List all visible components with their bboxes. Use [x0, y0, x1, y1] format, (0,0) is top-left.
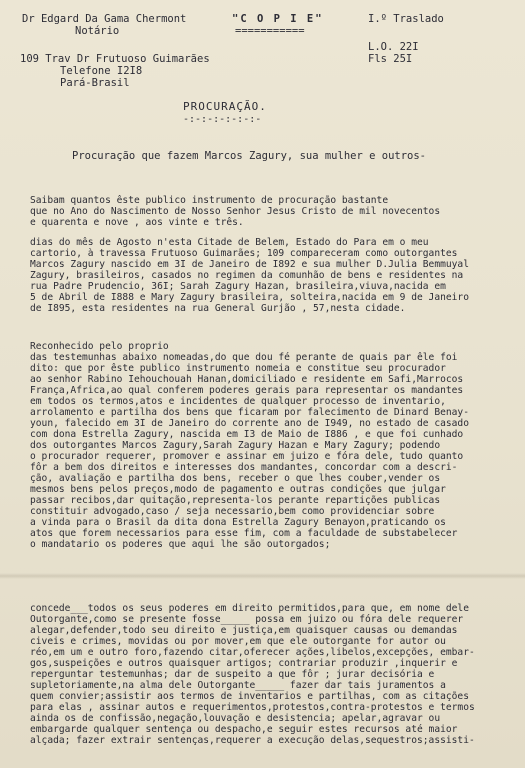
paragraph-3-line: dos outorgantes Marcos Zagury,Sarah Zagury Hazan e Mary Zagury; podendo: [30, 440, 441, 451]
paragraph-3-line: ao senhor Rabino Iehouchouah Hanan,domiciliado e residente em Safi,Marrocos: [30, 374, 464, 385]
paragraph-2-line: dias do mês de Agosto n'esta Citade de Belem, Estado do Para em o meu: [30, 237, 429, 248]
paragraph-3-line: mesmos bens pelos preços,modo de pagamento e outras condições que julgar: [30, 484, 446, 495]
paragraph-3-line: a vinda para o Brasil da dita dona Estrella Zagury Benayon,praticando os: [30, 517, 446, 528]
paragraph-4-line: réo,em um e outro foro,fazendo citar,oferecer ações,libelos,excepções, embar-: [30, 647, 475, 658]
document-subtitle: Procuração que fazem Marcos Zagury, sua mulher e outros-: [72, 150, 427, 162]
title-rule: -:-:-:-:-:-:-: [183, 114, 262, 125]
paragraph-1-line: que no Ano do Nascimento de Nosso Senhor Jesus Cristo de mil novecentos: [30, 206, 441, 217]
paragraph-2-line: Zagury, brasileiros, casados no regimen da comunhão de bens e residentes na: [30, 270, 464, 281]
paragraph-3-line: dito: que por êste publico instrumento nomeia e constitue seu procurador: [30, 363, 446, 374]
paragraph-4-line: alçada; fazer extrair sentenças,requerer a execução delas,sequestros;assisti-: [30, 735, 475, 746]
paragraph-4-line: concede___todos os seus poderes em direito permitidos,para que, em nome dele: [30, 603, 469, 614]
livro-number: L.O. 22I: [368, 41, 419, 53]
paragraph-4-line: para elas , assinar autos e requerimentos,protestos,contra-protestos e termos: [30, 702, 475, 713]
paragraph-4-line: civeis e crimes, movidas ou por mover,em que ele outorgante for autor ou: [30, 636, 446, 647]
paragraph-2-line: cartorio, à travessa Frutuoso Guimarães; 109 compareceram como outorgantes: [30, 248, 458, 259]
paragraph-3-line: Reconhecido pelo proprio: [30, 341, 169, 352]
copie-rule: ===========: [235, 25, 305, 37]
paragraph-4-line: reperguntar testemunhas; dar de suspeito a que fôr ; jurar decisória e: [30, 669, 435, 680]
paragraph-3-line: das testemunhas abaixo nomeadas,do que dou fé perante de quais par êle foi: [30, 352, 458, 363]
traslado-label: I.º Traslado: [368, 13, 444, 25]
paragraph-3-line: ção, avaliação e partilha dos bens, receber o que lhes couber,vender os: [30, 473, 441, 484]
paragraph-3-line: constituir advogado,caso / seja necessario,bem como providenciar sobre: [30, 506, 435, 517]
paragraph-2-line: rua Padre Prudencio, 36I; Sarah Zagury Hazan, brasileira,viuva,nacida em: [30, 281, 446, 292]
folha-number: Fls 25I: [368, 53, 413, 65]
paragraph-4-line: quem convier;assistir aos termos de inventarios e partilhas, com as citações: [30, 691, 469, 702]
paragraph-2-line: Marcos Zagury nascido em 3I de Janeiro de I892 e sua mulher D.Julia Bemmuyal: [30, 259, 469, 270]
paragraph-4-line: Outorgante,como se presente fosse_____ possa em juizo ou fóra dele requerer: [30, 614, 464, 625]
telephone-line: Telefone I2I8: [60, 65, 143, 77]
paragraph-1-line: Saibam quantos êste publico instrumento de procuração bastante: [30, 195, 389, 206]
paragraph-3-line: arrolamento e partilha dos bens que ficaram por falecimento de Dinard Benay-: [30, 407, 469, 418]
paragraph-3-line: em todos os termos,atos e incidentes de qualquer processo de inventario,: [30, 396, 446, 407]
copie-label: "C O P I E": [232, 13, 324, 25]
address-line: 109 Trav Dr Frutuoso Guimarães: [20, 53, 210, 65]
paragraph-1-line: e quarenta e nove , aos vinte e três.: [30, 217, 244, 228]
paragraph-4-line: supletoriamente,na alma dele Outorgante_____ fazer dar tais juramentos a: [30, 680, 446, 691]
notary-name: Dr Edgard Da Gama Chermont: [22, 13, 187, 25]
notary-title: Notário: [75, 25, 120, 37]
paragraph-3-line: França,Africa,ao qual conferem poderes gerais para representar os mandantes: [30, 385, 464, 396]
paragraph-2-line: de I895, esta residentes na rua General Gurjão , 57,nesta cidade.: [30, 303, 406, 314]
paragraph-3-line: o mandatario os poderes que aqui lhe são outorgados;: [30, 539, 331, 550]
paragraph-3-line: passar recibos,dar quitação,representa-los perante repartições publicas: [30, 495, 441, 506]
paragraph-4-line: ainda os de confissão,negação,louvação e desistencia; apelar,agravar ou: [30, 713, 441, 724]
paragraph-3-line: youn, falecido em 3I de Janeiro do corrente ano de I949, no estado de casado: [30, 418, 469, 429]
paragraph-3-line: atos que forem necessarios para esse fim, com a faculdade de substabelecer: [30, 528, 458, 539]
state-line: Pará-Brasil: [60, 77, 130, 89]
paragraph-4-line: embargarde qualquer sentença ou despacho,e seguir estes recursos até maior: [30, 724, 458, 735]
document-title: PROCURAÇÃO.: [183, 100, 267, 113]
page-fold: [0, 573, 525, 579]
paragraph-3-line: o procurador requerer, promover e assinar em juizo e fóra dele, tudo quanto: [30, 451, 464, 462]
paragraph-3-line: com dona Estrella Zagury, nascida em I3 de Maio de I886 , e que foi cunhado: [30, 429, 464, 440]
paragraph-2-line: 5 de Abril de I888 e Mary Zagury brasileira, solteira,nacida em 9 de Janeiro: [30, 292, 469, 303]
paragraph-3-line: fôr a bem dos direitos e interesses dos mandantes, concordar com a descri-: [30, 462, 458, 473]
paragraph-4-line: gos,suspeições e outros quaisquer artigos; contrariar produzir ,inquerir e: [30, 658, 458, 669]
paragraph-4-line: alegar,defender,todo seu direito e justiça,em quaisquer causas ou demandas: [30, 625, 458, 636]
